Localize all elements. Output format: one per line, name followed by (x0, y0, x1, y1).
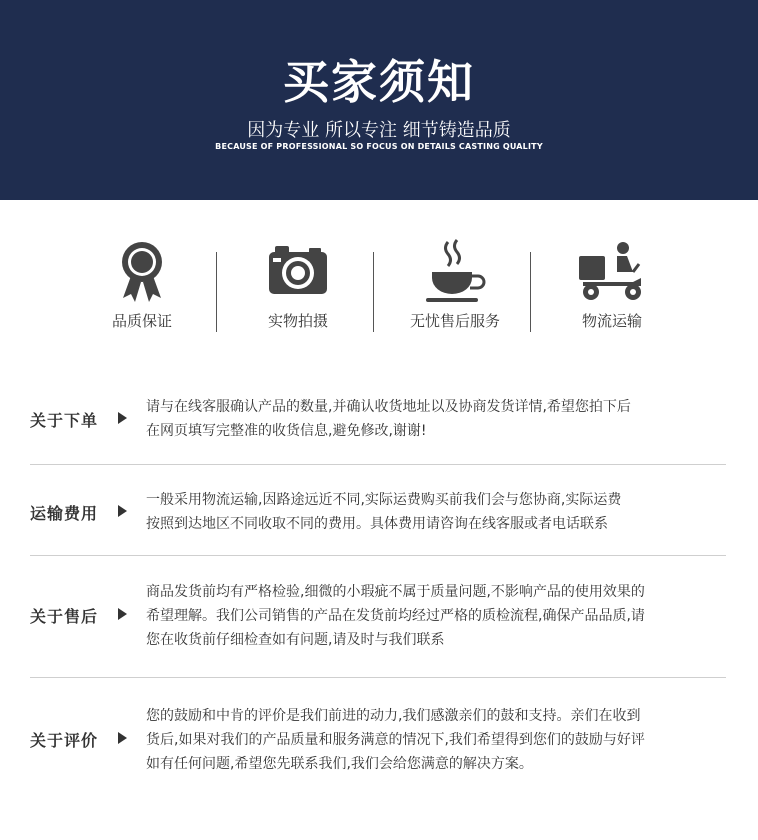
feature-label: 无忧售后服务 (409, 312, 500, 330)
section-body: 您的鼓励和中肯的评价是我们前进的动力,我们感激亲们的鼓和支持。亲们在收到 货后,如果对我们的产品质量和服务满意的情况下,我们希望得到您们的鼓励与好评 如有任何问题,希望您先联系我们,我们会给您满意的解决方案。 (146, 708, 645, 772)
arrow-right-icon (118, 732, 127, 744)
section-ordering (30, 395, 726, 445)
divider (373, 252, 374, 332)
section-title: 关于评价 (30, 731, 99, 750)
page-subtitle-english: BECAUSE OF PROFESSIONAL SO FOCUS ON DETAILS CASTING QUALITY (215, 142, 543, 151)
arrow-right-icon (118, 412, 127, 424)
arrow-right-icon (118, 608, 127, 620)
feature-label: 品质保证 (111, 312, 172, 330)
section-body: 请与在线客服确认产品的数量,并确认收货地址以及协商发货详情,希望您拍下后 在网页填写完整准的收货信息,避免修改,谢谢! (146, 399, 631, 439)
section-title: 关于下单 (30, 411, 99, 430)
divider (216, 252, 217, 332)
section-after-sales (30, 580, 726, 654)
section-title: 运输费用 (30, 504, 99, 523)
divider (30, 677, 726, 678)
feature-logistics (532, 230, 692, 340)
section-body: 一般采用物流运输,因路途远近不同,实际运费购买前我们会与您协商,实际运费 按照到达地区不同收取不同的费用。具体费用请咨询在线客服或者电话联系 (146, 492, 622, 532)
divider (30, 555, 726, 556)
feature-service (375, 230, 535, 340)
header-banner (0, 0, 758, 200)
arrow-right-icon (118, 505, 127, 517)
medal-icon (107, 238, 177, 304)
page-title: 买家须知 (283, 55, 475, 109)
divider (530, 252, 531, 332)
delivery-scooter-icon (577, 238, 647, 304)
feature-row (55, 230, 705, 340)
section-reviews (30, 704, 726, 778)
section-title: 关于售后 (30, 607, 99, 626)
feature-label: 实物拍摄 (267, 312, 328, 330)
section-body: 商品发货前均有严格检验,细微的小瑕疵不属于质量问题,不影响产品的使用效果的 希望理解。我们公司销售的产品在发货前均经过严格的质检流程,确保产品品质,请 您在收货前仔细检查如有问题,请及时与我们联系 (146, 584, 645, 648)
divider (30, 464, 726, 465)
camera-icon (263, 238, 333, 304)
section-shipping-cost (30, 488, 726, 538)
feature-photo (218, 230, 378, 340)
feature-quality (62, 230, 222, 340)
coffee-cup-icon (420, 238, 490, 304)
page-subtitle: 因为专业 所以专注 细节铸造品质 (247, 120, 511, 141)
feature-label: 物流运输 (581, 312, 642, 330)
